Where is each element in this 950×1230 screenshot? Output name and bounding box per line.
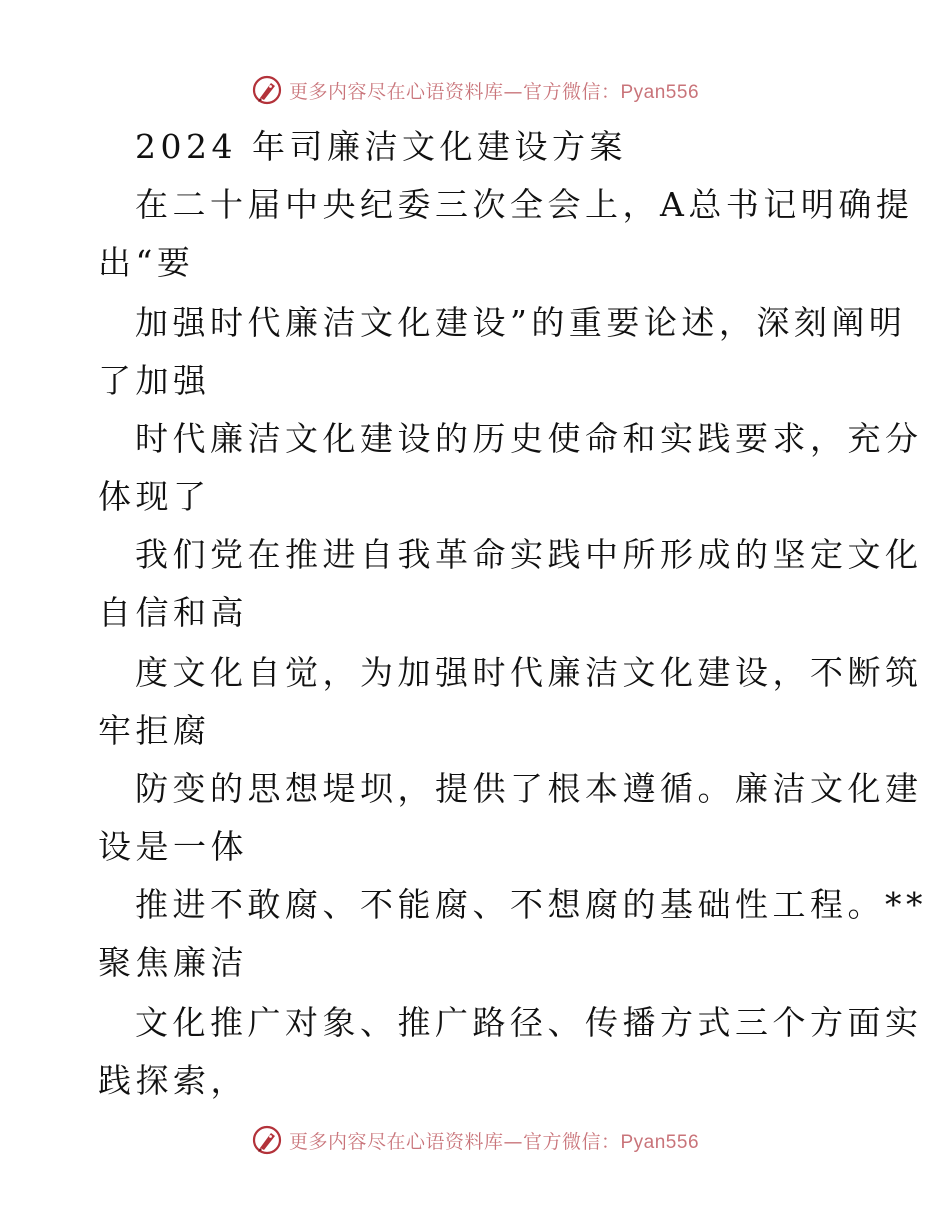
paragraph-line: 防变的思想堤坝，提供了根本遵循。廉洁文化建 — [135, 769, 923, 808]
paragraph-line: 聚焦廉洁 — [98, 943, 248, 982]
pen-nib-logo-icon — [251, 1124, 283, 1156]
paragraph-line: 推进不敢腐、不能腐、不想腐的基础性工程。** — [135, 885, 927, 924]
watermark-text-cn: 更多内容尽在心语资料库—官方微信： — [288, 1130, 621, 1153]
header-watermark — [0, 70, 950, 110]
document-title: 2024 年司廉洁文化建设方案 — [135, 127, 627, 166]
paragraph-line: 设是一体 — [98, 827, 248, 866]
watermark-text-cn: 更多内容尽在心语资料库—官方微信： — [288, 80, 621, 103]
watermark-wechat-id: Pyan556 — [620, 1131, 700, 1153]
watermark-text — [289, 77, 699, 104]
paragraph-line: 我们党在推进自我革命实践中所形成的坚定文化 — [135, 535, 923, 574]
paragraph-line: 出“要 — [98, 243, 195, 282]
paragraph-line: 文化推广对象、推广路径、传播方式三个方面实 — [135, 1003, 923, 1042]
pen-nib-logo-icon — [251, 74, 283, 106]
paragraph-line: 牢拒腐 — [98, 711, 211, 750]
paragraph-line: 时代廉洁文化建设的历史使命和实践要求，充分 — [135, 419, 923, 458]
watermark-text — [289, 1127, 699, 1154]
paragraph-line: 践探索， — [98, 1061, 248, 1100]
paragraph-line: 自信和高 — [98, 593, 248, 632]
paragraph-line: 了加强 — [98, 361, 211, 400]
paragraph-line: 体现了 — [98, 477, 211, 516]
watermark-wechat-id: Pyan556 — [620, 81, 700, 103]
paragraph-line: 度文化自觉，为加强时代廉洁文化建设，不断筑 — [135, 653, 923, 692]
paragraph-line: 在二十届中央纪委三次全会上，A总书记明确提 — [135, 185, 914, 224]
paragraph-line: 加强时代廉洁文化建设”的重要论述，深刻阐明 — [135, 303, 907, 342]
footer-watermark — [0, 1120, 950, 1160]
